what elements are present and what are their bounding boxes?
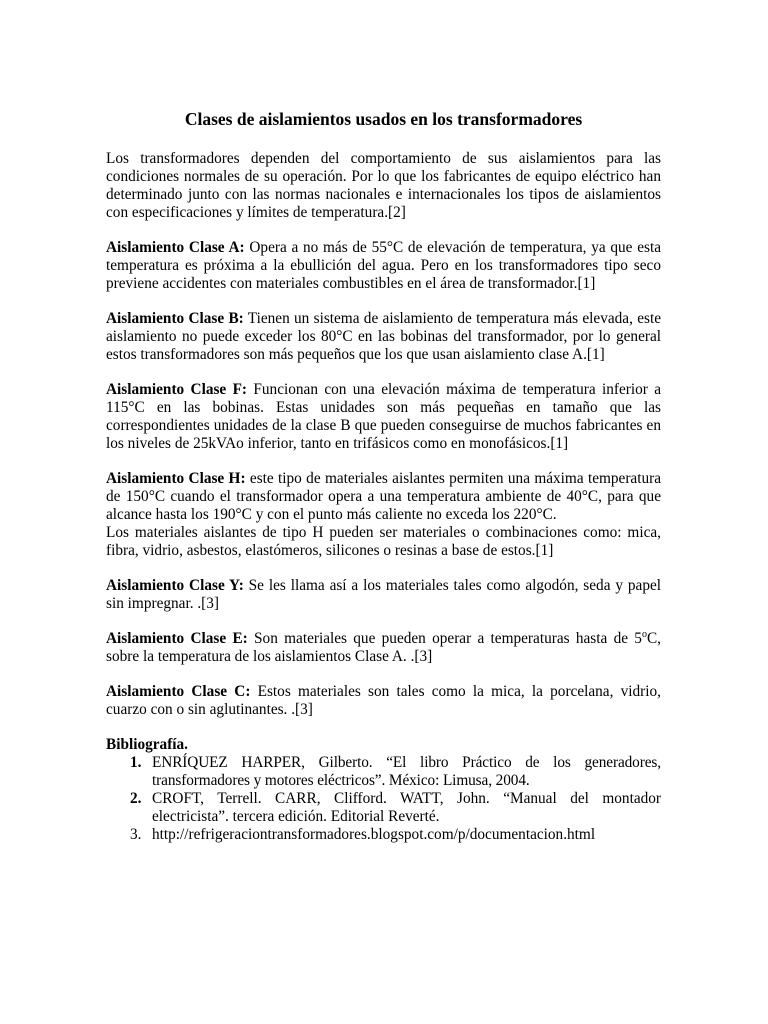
section-text: Opera a no más de 55°C de elevación de temperatura, ya que esta temperatura es próxima a la ebullición del agua. Pero en los transformadores tipo seco previene accidentes con materiales combustibles en el área de transformador.[1] [106,239,661,292]
section-text-continued: Los materiales aislantes de tipo H pueden ser materiales o combinaciones como: mica, fibra, vidrio, asbestos, elastómeros, silicones o resinas a base de estos.[1] [106,524,661,559]
section-class-c [106,683,661,719]
bibliography-item [106,754,661,790]
bibliography-list [106,754,661,844]
section-class-y [106,577,661,613]
section-class-e [106,630,661,666]
section-text: Funcionan con una elevación máxima de temperatura inferior a 115°C en las bobinas. Estas unidades son más pequeñas en tamaño que las correspondientes unidades de la clase B que pueden conseguirse de muchos fabricantes en los niveles de 25kVAo inferior, tanto en trifásicos como en monofásicos.[1] [106,381,661,452]
degree-superscript: o [641,628,647,640]
bibliography-text: CROFT, Terrell. CARR, Clifford. WATT, John. “Manual del montador electricista”. tercera edición. Editorial Reverté. [152,790,661,825]
bibliography-number: 2. [130,790,142,807]
section-heading: Aislamiento Clase A: [106,239,245,256]
section-text: Tienen un sistema de aislamiento de temperatura más elevada, este aislamiento no puede exceder los 80°C en las bobinas del transformador, por lo general estos transformadores son más pequeños que los que usan aislamiento clase A.[1] [106,310,661,363]
document-page [106,108,661,844]
section-text: Se les llama así a los materiales tales como algodón, seda y papel sin impregnar. .[3] [106,577,662,612]
section-text: Son materiales que pueden operar a temperaturas hasta de 5 [247,630,642,647]
section-heading: Aislamiento Clase C: [106,683,251,700]
bibliography-item [106,826,661,844]
section-heading: Aislamiento Clase B: [106,310,244,327]
section-text: este tipo de materiales aislantes permiten una máxima temperatura de 150°C cuando el transformador opera a una temperatura ambiente de 40°C, para que alcance hasta los 190°C y con el punto más caliente no exceda los 220°C. [106,470,661,523]
bibliography-text: ENRÍQUEZ HARPER, Gilberto. “El libro Práctico de los generadores, transformadores y motores eléctricos”. México: Limusa, 2004. [152,754,661,789]
bibliography-heading: Bibliografía. [106,736,189,753]
section-heading: Aislamiento Clase H: [106,470,246,487]
section-text: Estos materiales son tales como la mica, la porcelana, vidrio, cuarzo con o sin aglutinantes. .[3] [106,683,661,718]
bibliography-link[interactable]: http://refrigeraciontransformadores.blogspot.com/p/documentacion.html [152,826,596,843]
section-class-f [106,381,661,453]
bibliography-number: 1. [130,754,142,771]
document-title: Clases de aislamientos usados en los transformadores [184,109,583,129]
section-heading: Aislamiento Clase F: [106,381,248,398]
section-heading: Aislamiento Clase Y: [106,577,244,594]
section-text-after: C, sobre la temperatura de los aislamientos Clase A. .[3] [106,630,661,665]
bibliography-number: 3. [130,826,142,843]
section-class-h [106,470,661,560]
bibliography-item [106,790,661,826]
bibliography [106,736,661,844]
section-class-b [106,310,661,364]
section-heading: Aislamiento Clase E: [106,630,248,647]
intro-paragraph: Los transformadores dependen del comportamiento de sus aislamientos para las condiciones normales de su operación. Por lo que los fabricantes de equipo eléctrico han determinado junto con las normas nacionales e internacionales los tipos de aislamientos con especificaciones y límites de temperatura.[2] [106,150,661,221]
section-class-a [106,239,661,293]
